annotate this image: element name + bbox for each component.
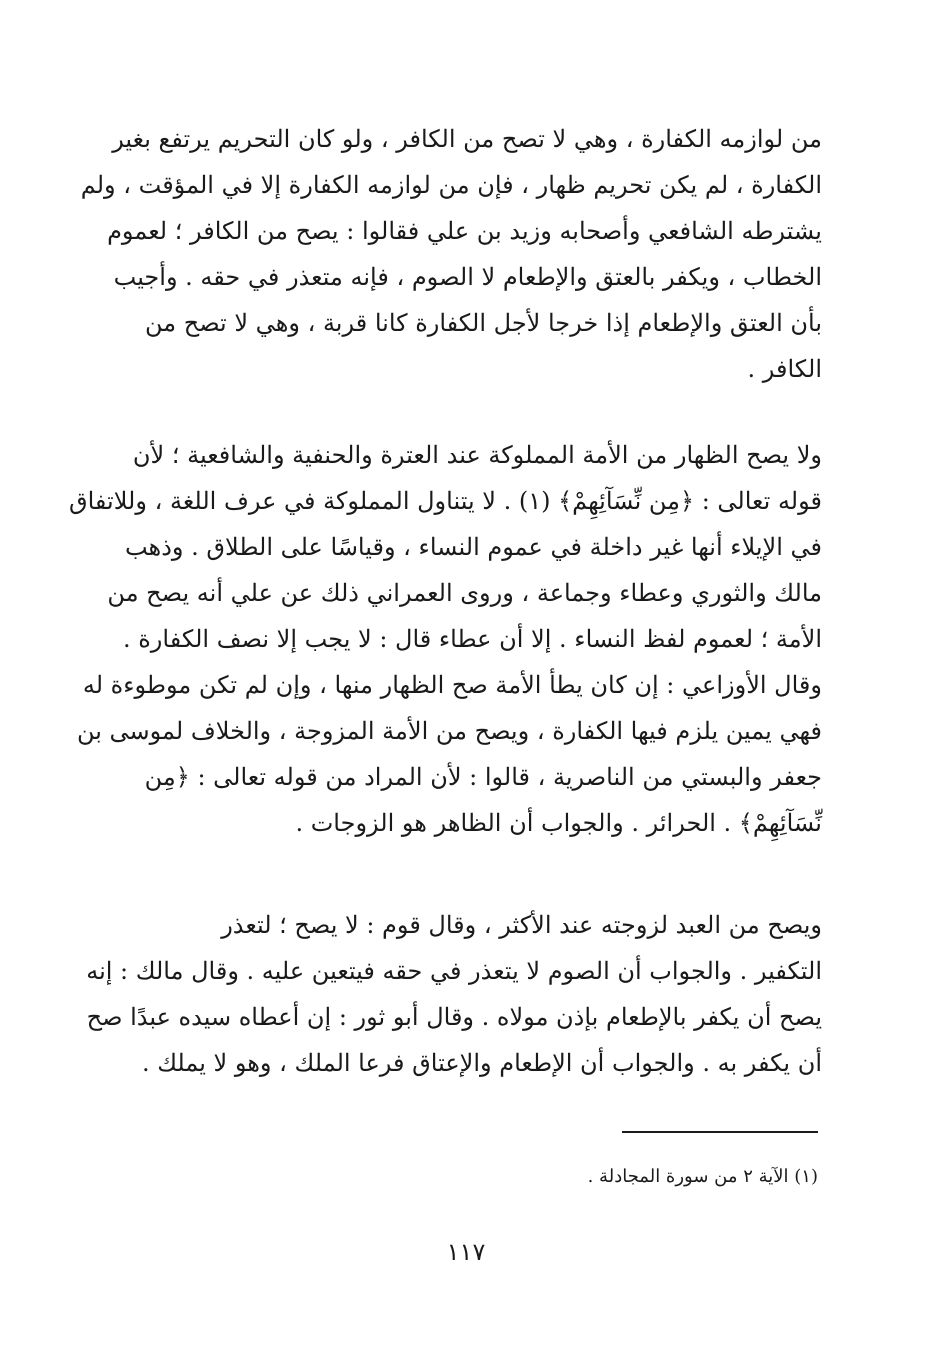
text-line: مالك والثوري وعطاء وجماعة ، وروى العمراني ذلك عن علي أنه يصح من: [107, 579, 822, 607]
page-number: ١١٧: [446, 1238, 486, 1266]
text-line: الخطاب ، ويكفر بالعتق والإطعام لا الصوم ، فإنه متعذر في حقه . وأجيب: [113, 263, 822, 291]
text-line: نِّسَآئِهِمْ﴾ . الحرائر . والجواب أن الظاهر هو الزوجات .: [295, 809, 822, 837]
text-line: التكفير . والجواب أن الصوم لا يتعذر في حقه فيتعين عليه . وقال مالك : إنه: [86, 957, 822, 985]
text-line: الكفارة ، لم يكن تحريم ظهار ، فإن من لوازمه الكفارة إلا في المؤقت ، ولم: [80, 171, 822, 199]
text-line: ويصح من العبد لزوجته عند الأكثر ، وقال قوم : لا يصح ؛ لتعذر: [221, 911, 822, 939]
text-line: قوله تعالى : ﴿مِن نِّسَآئِهِمْ﴾ (١) . لا يتناول المملوكة في عرف اللغة ، وللاتفاق: [68, 487, 822, 515]
paragraph-1: [80, 116, 822, 392]
footnote-divider: [622, 1131, 818, 1133]
paragraph-2: [68, 432, 822, 846]
text-line: يشترطه الشافعي وأصحابه وزيد بن علي فقالوا : يصح من الكافر ؛ لعموم: [107, 217, 822, 245]
text-line: وقال الأوزاعي : إن كان يطأ الأمة صح الظهار منها ، وإن لم تكن موطوءة له: [82, 671, 822, 699]
footnote: (١) الآية ٢ من سورة المجادلة .: [587, 1166, 818, 1187]
text-line: الكافر .: [747, 355, 822, 383]
text-line: أن يكفر به . والجواب أن الإطعام والإعتاق فرعا الملك ، وهو لا يملك .: [141, 1049, 822, 1077]
paragraph-3: [86, 902, 822, 1086]
text-line: جعفر والبستي من الناصرية ، قالوا : لأن المراد من قوله تعالى : ﴿مِن: [144, 763, 822, 791]
text-line: بأن العتق والإطعام إذا خرجا لأجل الكفارة كانا قربة ، وهي لا تصح من: [145, 309, 822, 337]
text-line: يصح أن يكفر بالإطعام بإذن مولاه . وقال أبو ثور : إن أعطاه سيده عبدًا صح: [86, 1003, 822, 1031]
text-line: فهي يمين يلزم فيها الكفارة ، ويصح من الأمة المزوجة ، والخلاف لموسى بن: [76, 717, 822, 745]
text-line: في الإيلاء أنها غير داخلة في عموم النساء ، وقياسًا على الطلاق . وذهب: [124, 533, 822, 561]
text-line: من لوازمه الكفارة ، وهي لا تصح من الكافر ، ولو كان التحريم يرتفع بغير: [112, 125, 822, 153]
text-line: ولا يصح الظهار من الأمة المملوكة عند العترة والحنفية والشافعية ؛ لأن: [132, 441, 822, 469]
text-line: الأمة ؛ لعموم لفظ النساء . إلا أن عطاء قال : لا يجب إلا نصف الكفارة .: [122, 625, 822, 653]
